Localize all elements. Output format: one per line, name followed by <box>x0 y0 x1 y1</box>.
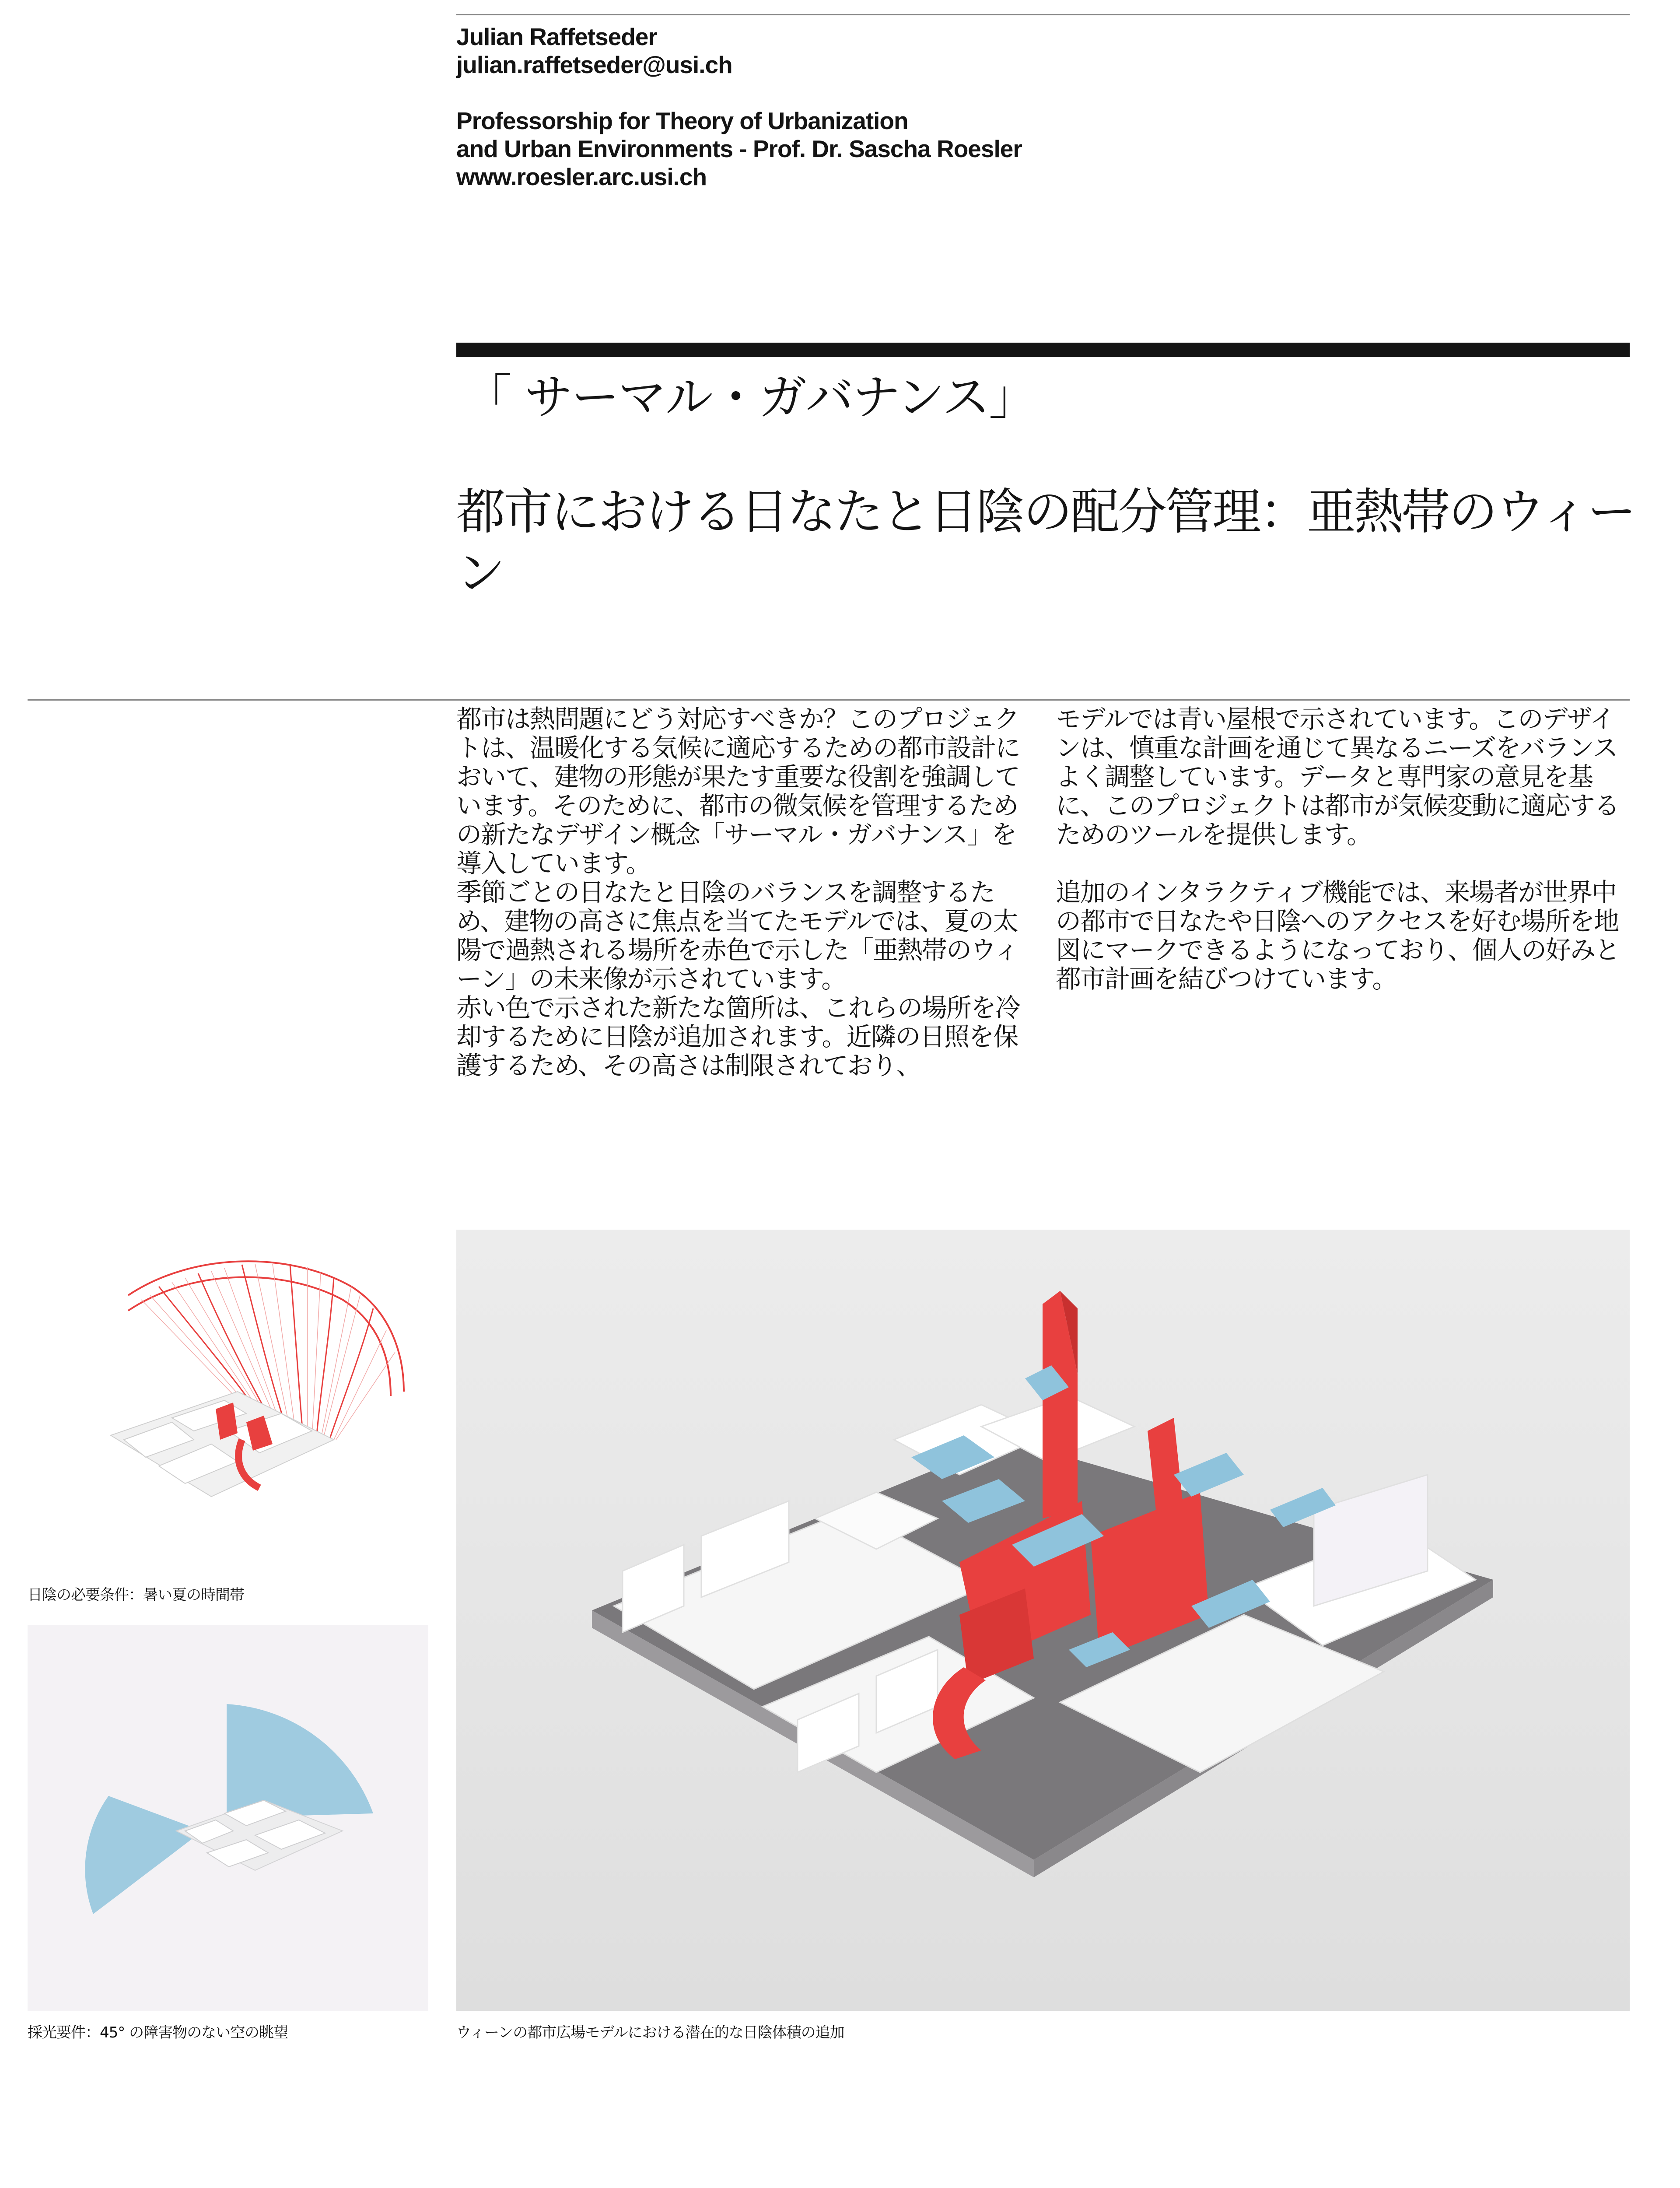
body-column-2 <box>1056 705 1638 993</box>
sky-view-diagram <box>28 1625 428 2011</box>
page-subtitle: 都市における日なたと日陰の配分管理：亜熱帯のウィーン <box>456 484 1635 602</box>
sky-diagram-caption: 採光要件：45° の障害物のない空の眺望 <box>28 2024 288 2041</box>
paragraph: 都市は熱問題にどう対応すべきか？このプロジェクトは、温暖化する気候に適応するための都市設計において、建物の形態が果たす重要な役割を強調しています。そのために、都市の微気候を管理するための新たなデザイン概念「サーマル・ガバナンス」を導入しています。 <box>456 704 1020 878</box>
model-photo-caption: ウィーンの都市広場モデルにおける潜在的な日陰体積の追加 <box>456 2024 844 2041</box>
paragraph: 赤い色で示された新たな箇所は、これらの場所を冷却するために日陰が追加されます。近隣の日照を保護するため、その高さは制限されており、 <box>456 993 1020 1080</box>
author-name: Julian Raffetseder <box>456 23 657 50</box>
paragraph: モデルでは青い屋根で示されています。このデザインは、慎重な計画を通じて異なるニーズをバランスよく調整しています。データと専門家の意見を基に、このプロジェクトは都市が気候変動に適応するためのツールを提供します。 <box>1056 704 1619 849</box>
section-divider <box>28 699 1630 701</box>
professorship-line-1: Professorship for Theory of Urbanization <box>456 107 908 134</box>
paragraph: 季節ごとの日なたと日陰のバランスを調整するため、建物の高さに焦点を当てたモデルでは、夏の太陽で過熱される場所を赤色で示した「亜熱帯のウィーン」の未来像が示されています。 <box>456 877 1018 994</box>
sun-arc-icon <box>28 1234 428 1580</box>
urban-model-illustration <box>456 1230 1630 2011</box>
page-title: 「 サーマル・ガバナンス」 <box>464 369 1036 425</box>
title-bar <box>456 343 1630 357</box>
sky-view-fan-icon <box>28 1625 428 2011</box>
sun-diagram-caption: 日陰の必要条件：暑い夏の時間帯 <box>28 1586 244 1604</box>
sun-shading-diagram <box>28 1234 428 1580</box>
contact-block <box>456 23 1022 191</box>
author-email[interactable]: julian.raffetseder@usi.ch <box>456 51 732 78</box>
professorship-line-2: and Urban Environments - Prof. Dr. Sascha Roesler <box>456 135 1022 162</box>
website-link[interactable]: www.roesler.arc.usi.ch <box>456 163 707 190</box>
top-divider <box>456 14 1630 15</box>
city-model-photo <box>456 1230 1630 2011</box>
paragraph: 追加のインタラクティブ機能では、来場者が世界中の都市で日なたや日陰へのアクセスを好む場所を地図にマークできるようになっており、個人の好みと都市計画を結びつけています。 <box>1056 877 1620 994</box>
body-column-1 <box>456 705 1038 1080</box>
